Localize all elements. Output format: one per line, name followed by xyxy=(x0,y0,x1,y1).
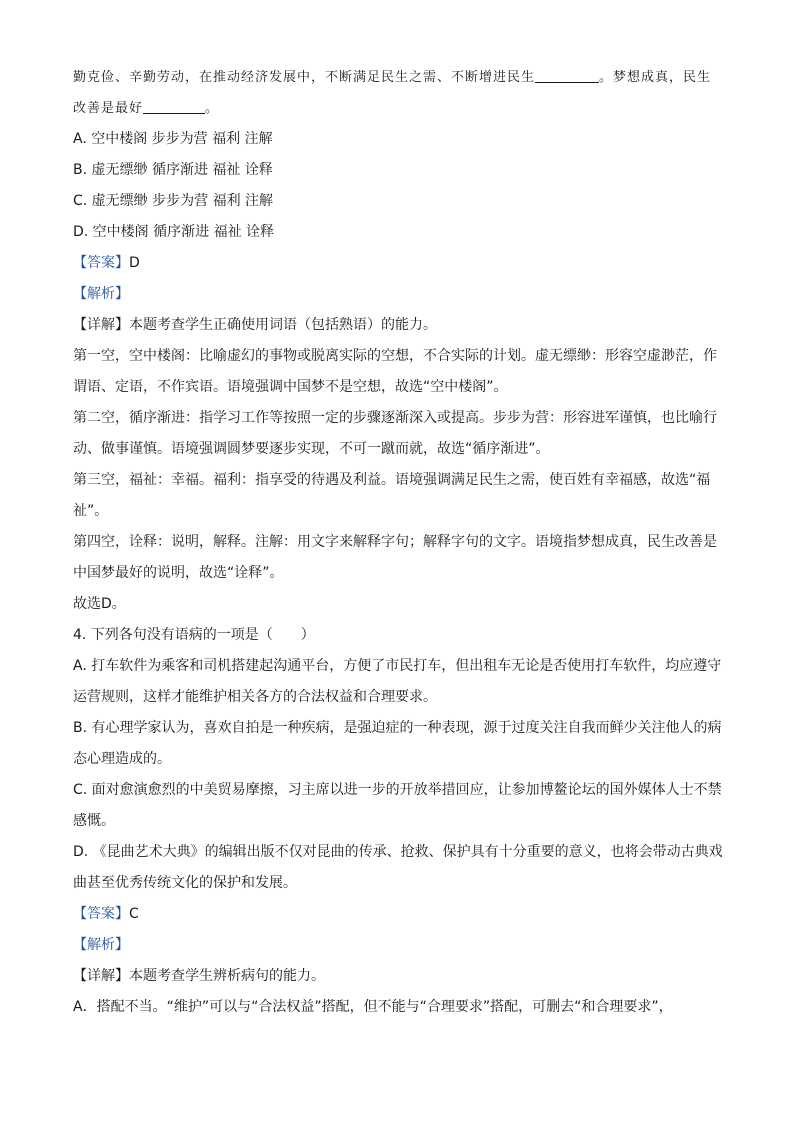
answer-line xyxy=(73,899,723,930)
stem-text: 改善是最好 xyxy=(73,101,144,116)
explanation-paragraph: 第一空，空中楼阁：比喻虚幻的事物或脱离实际的空想，不合实际的计划。虚无缥缈：形容空虚渺茫，作谓语、定语，不作宾语。语境强调中国梦不是空想，故选“空中楼阁”。 xyxy=(73,348,717,395)
option-c: C. 虚无缥缈 步步为营 福利 注解 xyxy=(73,193,274,209)
answer-line xyxy=(73,248,723,279)
analysis-label: 【解析】 xyxy=(73,286,129,302)
explanation-paragraph: 第三空，福祉：幸福。福利：指享受的待遇及利益。语境强调满足民生之需，使百姓有幸福感，故选“福祉”。 xyxy=(73,472,711,519)
option-b: B. 有心理学家认为，喜欢自拍是一种疾病，是强迫症的一种表现，源于过度关注自我而鲜少关注他人的病态心理造成的。 xyxy=(73,720,722,767)
stem-text: 。 xyxy=(205,101,220,116)
stem-text: 。梦想成真，民生 xyxy=(599,70,712,85)
detail-line: 【详解】本题考查学生正确使用词语（包括熟语）的能力。 xyxy=(73,317,437,333)
answer-value: D xyxy=(129,255,140,271)
fill-blank xyxy=(143,99,205,114)
conclusion-line: 故选D。 xyxy=(73,596,126,612)
analysis-label: 【解析】 xyxy=(73,937,129,953)
option-d: D. 《昆曲艺术大典》的编辑出版不仅对昆曲的传承、抢救、保护具有十分重要的意义，也将会带动古典戏曲甚至优秀传统文化的保护和发展。 xyxy=(73,844,723,891)
detail-line: 【详解】本题考查学生辨析病句的能力。 xyxy=(73,968,325,984)
option-a: A. 打车软件为乘客和司机搭建起沟通平台，方便了市民打车，但出租车无论是否使用打车软件，均应遵守运营规则，这样才能维护相关各方的合法权益和合理要求。 xyxy=(73,658,722,705)
option-a: A. 空中楼阁 步步为营 福利 注解 xyxy=(73,131,273,147)
question-stem: 4. 下列各句没有语病的一项是（ ） xyxy=(73,627,315,643)
explanation-paragraph: 第二空，循序渐进：指学习工作等按照一定的步骤逐渐深入或提高。步步为营：形容进军谨慎，也比喻行动、做事谨慎。语境强调圆梦要逐步实现，不可一蹴而就，故选“循序渐进”。 xyxy=(73,410,717,457)
option-c: C. 面对愈演愈烈的中美贸易摩擦，习主席以进一步的开放举措回应，让参加博鳌论坛的国外媒体人士不禁感慨。 xyxy=(73,782,722,829)
option-b: B. 虚无缥缈 循序渐进 福祉 诠释 xyxy=(73,162,273,178)
answer-value: C xyxy=(129,906,139,922)
question-stem-line xyxy=(73,62,723,93)
explanation-paragraph: A．搭配不当。“维护”可以与“合法权益”搭配，但不能与“合理要求”搭配，可删去“和合理要求”， xyxy=(73,999,673,1015)
question-stem-line xyxy=(73,93,723,124)
fill-blank xyxy=(535,68,599,83)
answer-label: 【答案】 xyxy=(73,906,129,922)
document-page xyxy=(73,62,723,1023)
answer-label: 【答案】 xyxy=(73,255,129,271)
explanation-paragraph: 第四空，诠释：说明，解释。注解：用文字来解释字句；解释字句的文字。语境指梦想成真，民生改善是中国梦最好的说明，故选“诠释”。 xyxy=(73,534,717,581)
option-d: D. 空中楼阁 循序渐进 福祉 诠释 xyxy=(73,224,275,240)
stem-text: 勤克俭、辛勤劳动，在推动经济发展中，不断满足民生之需、不断增进民生 xyxy=(73,70,536,85)
